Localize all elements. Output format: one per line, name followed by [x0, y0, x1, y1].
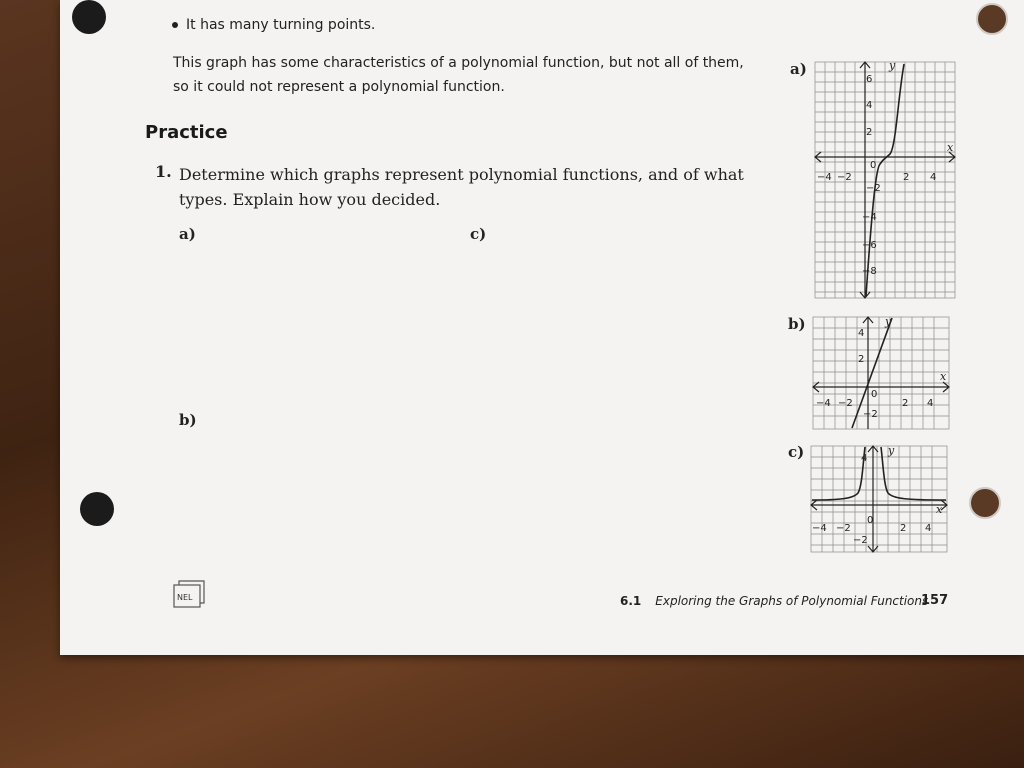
- answer-label-a: a): [179, 225, 196, 243]
- punch-hole-mid-left: [80, 492, 114, 526]
- graph-a-x-tick: 2: [903, 172, 910, 183]
- graph-b-grid: [813, 317, 949, 429]
- graph-a-y-tick: −6: [862, 240, 877, 251]
- page-number: 157: [921, 593, 949, 608]
- graph-b-x-axis-label: x: [940, 370, 947, 383]
- question-text: Determine which graphs represent polynomial functions, and of what types. Explain how you decided.: [179, 165, 744, 209]
- graph-c-x-tick: 4: [925, 523, 932, 534]
- graph-a-y-tick: −2: [866, 183, 881, 194]
- graph-a-origin: 0: [870, 160, 877, 171]
- graph-a-y-axis-label: y: [889, 59, 896, 72]
- graph-c-curve-left: [812, 447, 868, 500]
- bullet-item: [172, 17, 375, 33]
- footer-section-number: 6.1: [620, 594, 642, 608]
- graph-a-y-tick: 2: [866, 127, 873, 138]
- graph-b-axes: [813, 317, 949, 429]
- publisher-logo-text: NEL: [177, 593, 193, 602]
- graph-a: [810, 58, 960, 303]
- graph-c-origin: 0: [867, 515, 874, 526]
- graph-a-y-tick: −8: [862, 266, 877, 277]
- graph-b-y-tick: 4: [858, 328, 865, 339]
- graph-c-label: c): [788, 443, 805, 461]
- graph-c-x-tick: 2: [900, 523, 907, 534]
- graph-b-label: b): [788, 315, 806, 333]
- punch-hole-mid-right: [969, 487, 1001, 519]
- graph-b-y-tick: 2: [858, 354, 865, 365]
- graph-a-y-tick: 4: [866, 100, 873, 111]
- graph-a-label: a): [790, 60, 807, 78]
- graph-a-x-axis-label: x: [947, 141, 954, 154]
- explanation-paragraph: This graph has some characteristics of a polynomial function, but not all of them, so it could not represent a polynomial function.: [173, 55, 744, 95]
- bullet-text: It has many turning points.: [186, 17, 376, 33]
- graph-a-y-tick: 6: [866, 74, 873, 85]
- graph-b-x-tick: 2: [902, 398, 909, 409]
- punch-hole-top-right: [976, 3, 1008, 35]
- graph-c-y-tick: −2: [853, 535, 868, 546]
- bullet-dot: [172, 22, 178, 28]
- graph-c-y-axis-label: y: [888, 444, 895, 457]
- answer-label-b: b): [179, 411, 197, 429]
- graph-b: [810, 314, 952, 432]
- question-number: 1.: [155, 162, 172, 181]
- graph-a-x-tick: −2: [837, 172, 852, 183]
- graph-b-y-tick: −2: [863, 409, 878, 420]
- graph-b-origin: 0: [871, 389, 878, 400]
- page-footer: [620, 594, 928, 608]
- graph-c-x-axis-label: x: [936, 503, 943, 516]
- graph-c-x-tick: −2: [836, 523, 851, 534]
- graph-a-y-tick: −4: [862, 212, 877, 223]
- graph-c: [808, 443, 950, 555]
- punch-hole-top-left: [72, 0, 106, 34]
- graph-c-x-tick: −4: [812, 523, 827, 534]
- graph-b-x-tick: 4: [927, 398, 934, 409]
- answer-label-c: c): [470, 225, 487, 243]
- footer-section-title: Exploring the Graphs of Polynomial Functions: [655, 594, 929, 608]
- graph-b-x-tick: −2: [838, 398, 853, 409]
- graph-a-x-tick: −4: [817, 172, 832, 183]
- graph-b-y-axis-label: y: [885, 315, 892, 328]
- section-heading: Practice: [145, 122, 228, 143]
- graph-b-x-tick: −4: [816, 398, 831, 409]
- graph-c-y-tick: 4: [861, 453, 868, 464]
- publisher-logo: [173, 579, 207, 609]
- graph-a-x-tick: 4: [930, 172, 937, 183]
